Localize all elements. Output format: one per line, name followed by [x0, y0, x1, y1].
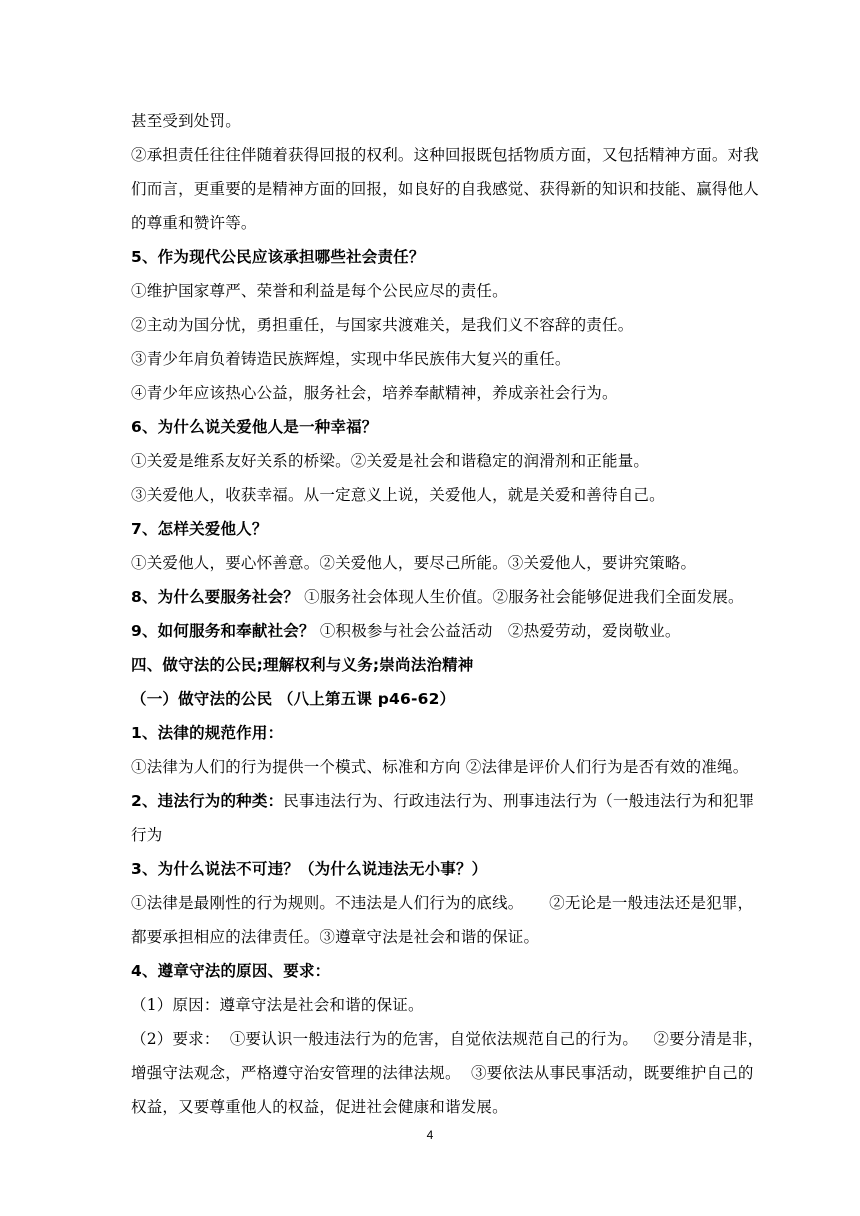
line-heading: 四、做守法的公民;理解权利与义务;崇尚法治精神	[131, 656, 474, 674]
line-text: ①关爱他人，要心怀善意。②关爱他人，要尽己所能。③关爱他人，要讲究策略。	[131, 554, 697, 572]
line-text: 行为	[131, 826, 163, 844]
heading-line	[131, 512, 731, 546]
heading-line	[131, 954, 731, 988]
text-line	[131, 988, 731, 1022]
line-text: ①维护国家尊严、荣誉和利益是每个公民应尽的责任。	[131, 282, 508, 300]
line-heading: 9、如何服务和奉献社会？	[131, 622, 315, 640]
heading-line	[131, 716, 731, 750]
heading-line	[131, 240, 731, 274]
text-line	[131, 920, 731, 954]
line-text: 权益，又要尊重他人的权益，促进社会健康和谐发展。	[131, 1098, 508, 1116]
text-line	[131, 206, 731, 240]
text-line	[131, 1090, 731, 1124]
line-text: ①关爱是维系友好关系的桥梁。②关爱是社会和谐稳定的润滑剂和正能量。	[131, 452, 650, 470]
heading-line	[131, 682, 731, 716]
heading-line	[131, 784, 755, 818]
text-line	[131, 342, 731, 376]
line-text: ④青少年应该热心公益，服务社会，培养奉献精神，养成亲社会行为。	[131, 384, 618, 402]
line-text: 增强守法观念，严格遵守治安管理的法律法规。 ③要依法从事民事活动，既要维护自己的	[131, 1064, 754, 1082]
line-text: ②主动为国分忧，勇担重任，与国家共渡难关，是我们义不容辞的责任。	[131, 316, 634, 334]
page-number: 4	[426, 1128, 434, 1142]
text-line	[131, 274, 731, 308]
line-heading: 3、为什么说法不可违？（为什么说违法无小事？）	[131, 860, 488, 878]
line-text: ①法律为人们的行为提供一个模式、标准和方向 ②法律是评价人们行为是否有效的准绳。	[131, 758, 749, 776]
line-text: 民事违法行为、行政违法行为、刑事违法行为（一般违法行为和犯罪	[283, 792, 755, 810]
line-text: ①法律是最刚性的行为规则。不违法是人们行为的底线。 ②无论是一般违法还是犯罪，	[131, 894, 754, 912]
line-heading: 5、作为现代公民应该承担哪些社会责任？	[131, 248, 425, 266]
text-line	[131, 478, 731, 512]
line-text: ③关爱他人，收获幸福。从一定意义上说，关爱他人，就是关爱和善待自己。	[131, 486, 665, 504]
text-line	[131, 750, 749, 784]
heading-line	[131, 852, 731, 886]
heading-line	[131, 648, 731, 682]
line-text: ①积极参与社会公益活动 ②热爱劳动，爱岗敬业。	[314, 622, 681, 640]
line-text: ①服务社会体现人生价值。②服务社会能够促进我们全面发展。	[299, 588, 744, 606]
text-line	[131, 444, 731, 478]
text-line	[131, 818, 731, 852]
text-line	[131, 886, 754, 920]
line-text: 们而言，更重要的是精神方面的回报，如良好的自我感觉、获得新的知识和技能、赢得他人	[131, 180, 760, 198]
line-heading: 4、遵章守法的原因、要求：	[131, 962, 331, 980]
document-body	[131, 104, 764, 1124]
line-text: （2）要求： ①要认识一般违法行为的危害，自觉依法规范自己的行为。 ②要分清是非，	[131, 1030, 764, 1048]
line-text: ②承担责任往往伴随着获得回报的权利。这种回报既包括物质方面，又包括精神方面。对我	[131, 146, 760, 164]
line-heading: 1、法律的规范作用：	[131, 724, 284, 742]
text-line	[131, 138, 760, 172]
text-line	[131, 308, 731, 342]
text-line	[131, 172, 760, 206]
text-line	[131, 1022, 764, 1056]
line-text: （1）原因：遵章守法是社会和谐的保证。	[131, 996, 424, 1014]
line-text: 的尊重和赞许等。	[131, 214, 257, 232]
line-text: 甚至受到处罚。	[131, 112, 241, 130]
line-text: ③青少年肩负着铸造民族辉煌，实现中华民族伟大复兴的重任。	[131, 350, 571, 368]
line-heading: 2、违法行为的种类：	[131, 792, 284, 810]
heading-line	[131, 410, 731, 444]
text-line	[131, 104, 731, 138]
line-text: 都要承担相应的法律责任。③遵章守法是社会和谐的保证。	[131, 928, 540, 946]
heading-line	[131, 580, 744, 614]
line-heading: 6、为什么说关爱他人是一种幸福？	[131, 418, 378, 436]
line-heading: 7、怎样关爱他人？	[131, 520, 268, 538]
text-line	[131, 1056, 754, 1090]
text-line	[131, 376, 731, 410]
text-line	[131, 546, 731, 580]
heading-line	[131, 614, 731, 648]
line-heading: （一）做守法的公民 （八上第五课 p46-62）	[131, 690, 456, 708]
line-heading: 8、为什么要服务社会？	[131, 588, 299, 606]
